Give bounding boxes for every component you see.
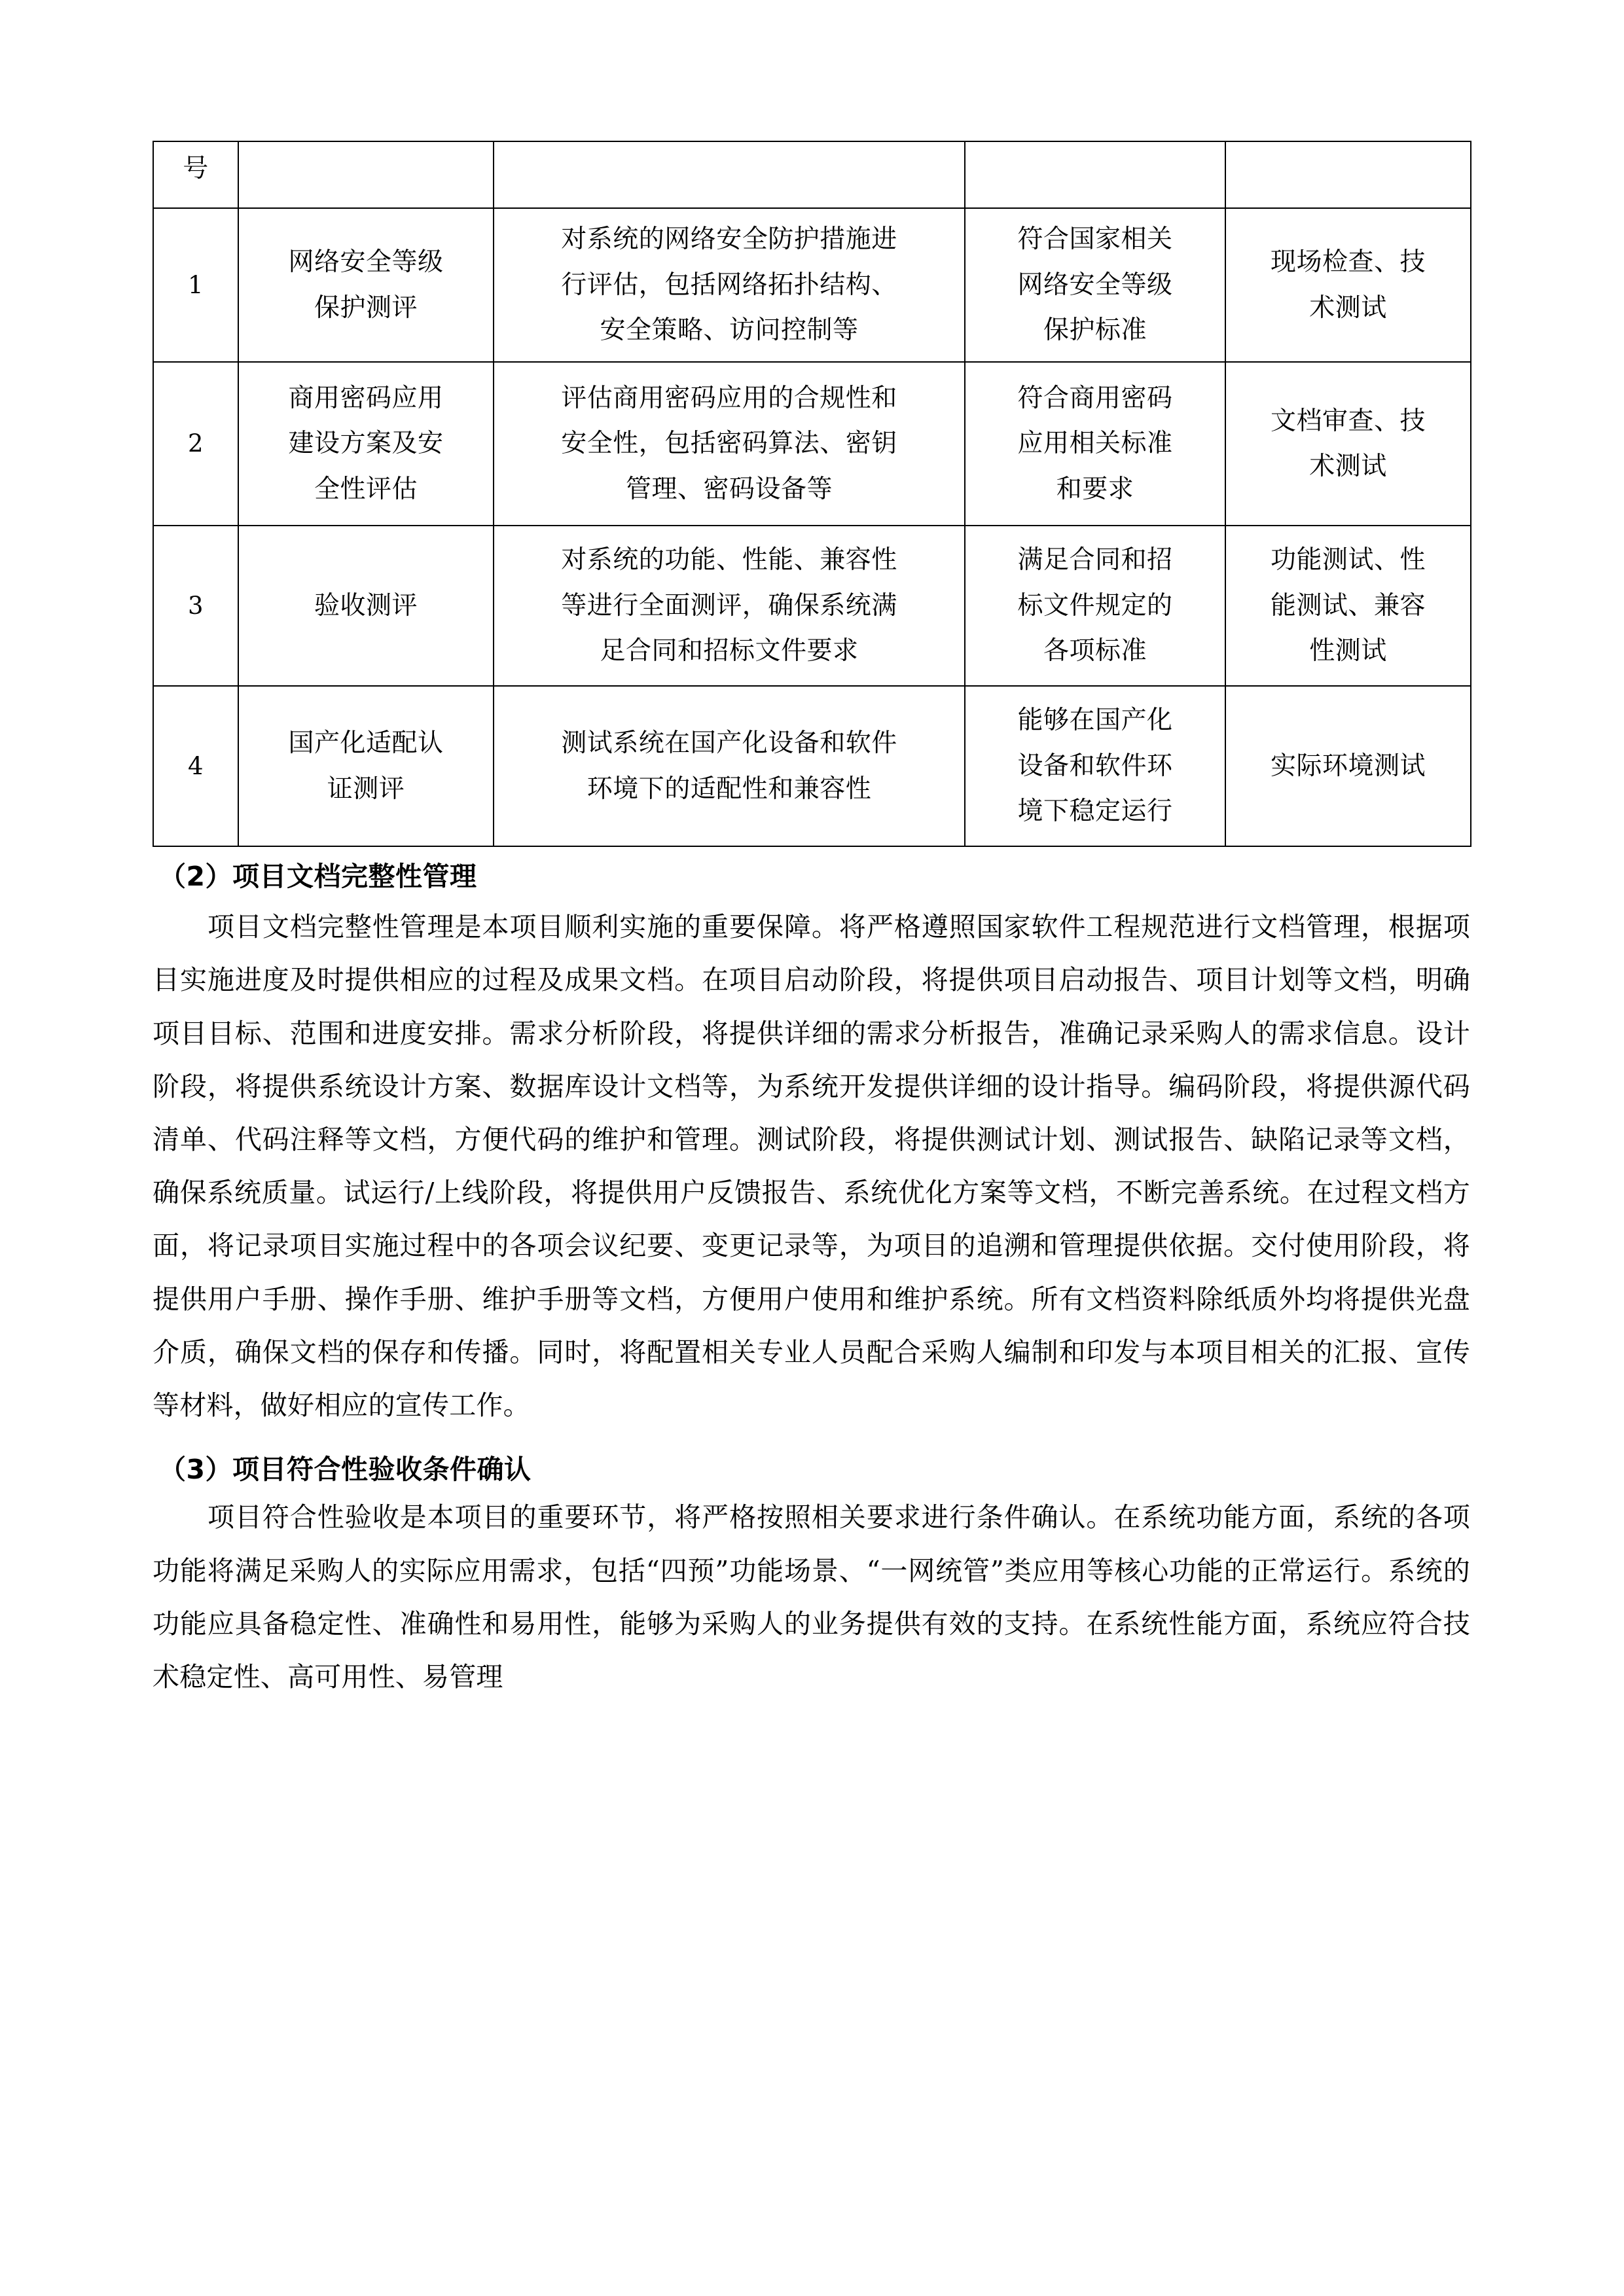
row-index: 4	[153, 686, 238, 846]
cell-line: 安全策略、访问控制等	[600, 315, 859, 346]
row-standard	[965, 526, 1225, 686]
cell-line: 管理、密码设备等	[625, 474, 833, 504]
row-standard	[965, 362, 1225, 526]
cell-line: 验收测评	[314, 590, 418, 620]
table-header-cell-method	[1225, 141, 1471, 208]
cell-line: 设备和软件环	[1017, 751, 1173, 781]
row-index: 2	[153, 362, 238, 526]
cell-line: 网络安全等级	[288, 247, 444, 278]
table-body	[153, 141, 1471, 846]
row-name	[238, 526, 494, 686]
cell-line: 保护测评	[314, 293, 418, 323]
cell-line: 和要求	[1056, 474, 1134, 504]
cell-line: 国产化适配认	[288, 728, 444, 759]
cell-line: 环境下的适配性和兼容性	[586, 774, 872, 804]
row-method	[1225, 526, 1471, 686]
cell-line: 性测试	[1309, 636, 1387, 666]
table-header-cell-index: 号	[153, 141, 238, 208]
cell-line: 能测试、兼容	[1270, 590, 1426, 620]
row-method	[1225, 208, 1471, 362]
cell-line: 标文件规定的	[1017, 590, 1173, 620]
table-header-cell-name	[238, 141, 494, 208]
cell-line: 术测试	[1309, 293, 1387, 323]
cell-line: 符合商用密码	[1017, 383, 1173, 413]
cell-line: 文档审查、技	[1270, 406, 1426, 436]
row-name	[238, 362, 494, 526]
cell-line: 证测评	[327, 774, 405, 804]
row-standard	[965, 686, 1225, 846]
section-heading-2: （2）项目文档完整性管理	[159, 861, 477, 892]
row-name	[238, 686, 494, 846]
row-description	[494, 362, 965, 526]
cell-line: 现场检查、技	[1270, 247, 1426, 278]
cell-line: 网络安全等级	[1017, 270, 1173, 300]
cell-line: 等进行全面测评，确保系统满	[561, 590, 897, 620]
cell-line: 全性评估	[314, 474, 418, 504]
acceptance-testing-table	[153, 141, 1471, 847]
table-row	[153, 526, 1471, 686]
cell-line: 符合国家相关	[1017, 224, 1173, 255]
table-header-cell-description	[494, 141, 965, 208]
section-paragraph-3: 项目符合性验收是本项目的重要环节，将严格按照相关要求进行条件确认。在系统功能方面，系统的各项功能将满足采购人的实际应用需求，包括“四预”功能场景、“一网统管”类应用等核心功能的正常运行。系统的功能应具备稳定性、准确性和易用性，能够为采购人的业务提供有效的支持。在系统性能方面，系统应符合技术稳定性、高可用性、易管理	[153, 1501, 1470, 1693]
row-description	[494, 686, 965, 846]
cell-line: 建设方案及安	[288, 429, 444, 459]
row-name	[238, 208, 494, 362]
row-index: 3	[153, 526, 238, 686]
cell-line: 能够在国产化	[1017, 706, 1173, 736]
row-standard	[965, 208, 1225, 362]
cell-line: 安全性，包括密码算法、密钥	[561, 429, 897, 459]
cell-line: 术测试	[1309, 452, 1387, 481]
cell-line: 测试系统在国产化设备和软件	[561, 728, 897, 759]
cell-line: 境下稳定运行	[1017, 797, 1173, 827]
table-header-row	[153, 141, 1471, 208]
table-row	[153, 686, 1471, 846]
row-description	[494, 208, 965, 362]
cell-line: 行评估，包括网络拓扑结构、	[561, 270, 897, 300]
cell-line: 对系统的网络安全防护措施进	[561, 224, 897, 255]
cell-line: 功能测试、性	[1270, 545, 1426, 575]
cell-line: 各项标准	[1043, 636, 1147, 666]
cell-line: 商用密码应用	[288, 383, 444, 413]
section-spacer	[153, 1432, 1470, 1440]
cell-line: 保护标准	[1043, 315, 1147, 346]
cell-line: 应用相关标准	[1017, 429, 1173, 459]
row-method	[1225, 686, 1471, 846]
row-index: 1	[153, 208, 238, 362]
section-heading-3: （3）项目符合性验收条件确认	[159, 1454, 532, 1486]
section-paragraph-2: 项目文档完整性管理是本项目顺利实施的重要保障。将严格遵照国家软件工程规范进行文档管理，根据项目实施进度及时提供相应的过程及成果文档。在项目启动阶段，将提供项目启动报告、项目计划等文档，明确项目目标、范围和进度安排。需求分析阶段，将提供详细的需求分析报告，准确记录采购人的需求信息。设计阶段，将提供系统设计方案、数据库设计文档等，为系统开发提供详细的设计指导。编码阶段，将提供源代码清单、代码注释等文档，方便代码的维护和管理。测试阶段，将提供测试计划、测试报告、缺陷记录等文档，确保系统质量。试运行/上线阶段，将提供用户反馈报告、系统优化方案等文档，不断完善系统。在过程文档方面，将记录项目实施过程中的各项会议纪要、变更记录等，为项目的追溯和管理提供依据。交付使用阶段，将提供用户手册、操作手册、维护手册等文档，方便用户使用和维护系统。所有文档资料除纸质外均将提供光盘介质，确保文档的保存和传播。同时，将配置相关专业人员配合采购人编制和印发与本项目相关的汇报、宣传等材料，做好相应的宣传工作。	[153, 911, 1470, 1421]
table-row	[153, 362, 1471, 526]
cell-line: 对系统的功能、性能、兼容性	[561, 545, 897, 575]
table-header-cell-standard	[965, 141, 1225, 208]
cell-line: 足合同和招标文件要求	[600, 636, 859, 666]
cell-line: 评估商用密码应用的合规性和	[561, 383, 897, 413]
row-description	[494, 526, 965, 686]
cell-line: 实际环境测试	[1270, 751, 1426, 781]
cell-line: 满足合同和招	[1017, 545, 1173, 575]
table-row	[153, 208, 1471, 362]
row-method	[1225, 362, 1471, 526]
page-content	[153, 141, 1470, 1704]
